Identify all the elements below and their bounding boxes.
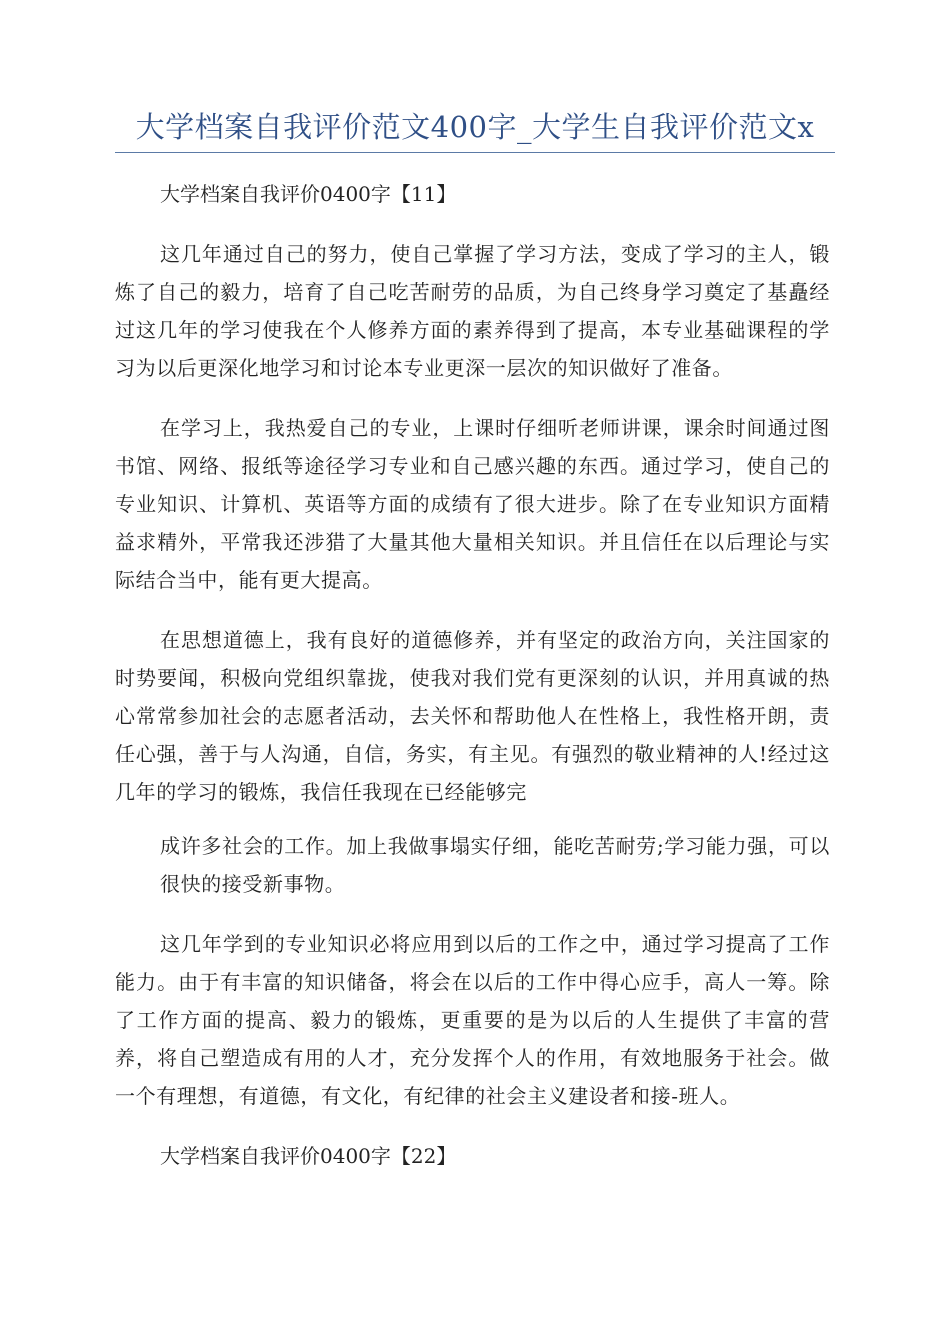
paragraph-1: 这几年通过自己的努力，使自己掌握了学习方法，变成了学习的主人，锻炼了自己的毅力，培育了自己吃苦耐劳的品质，为自己终身学习奠定了基矗经过这几年的学习使我在个人修养方面的素养得到了提高，本专业基础课程的学习为以后更深化地学习和讨论本专业更深一层次的知识做好了准备。 xyxy=(115,242,830,380)
title-block xyxy=(115,108,835,153)
paragraph-3-continued: 成许多社会的工作。加上我做事塌实仔细，能吃苦耐劳;学习能力强，可以很快的接受新事物。 xyxy=(160,834,830,896)
paragraph-3: 在思想道德上，我有良好的道德修养，并有坚定的政治方向，关注国家的时势要闻，积极向党组织靠拢，使我对我们党有更深刻的认识，并用真诚的热心常常参加社会的志愿者活动，去关怀和帮助他人在性格上，我性格开朗，责任心强，善于与人沟通，自信，务实，有主见。有强烈的敬业精神的人!经过这几年的学习的锻炼，我信任我现在已经能够完 xyxy=(115,628,830,804)
section-heading-1: 大学档案自我评价0400字【11】 xyxy=(160,182,457,206)
paragraph-2: 在学习上，我热爱自己的专业，上课时仔细听老师讲课，课余时间通过图书馆、网络、报纸等途径学习专业和自己感兴趣的东西。通过学习，使自己的专业知识、计算机、英语等方面的成绩有了很大进步。除了在专业知识方面精益求精外，平常我还涉猎了大量其他大量相关知识。并且信任在以后理论与实际结合当中，能有更大提高。 xyxy=(115,416,830,592)
document-body xyxy=(115,175,830,1197)
section-heading-2: 大学档案自我评价0400字【22】 xyxy=(160,1144,457,1168)
page-title: 大学档案自我评价范文400字_大学生自我评价范文x xyxy=(135,110,815,144)
paragraph-4: 这几年学到的专业知识必将应用到以后的工作之中，通过学习提高了工作能力。由于有丰富的知识储备，将会在以后的工作中得心应手，高人一筹。除了工作方面的提高、毅力的锻炼，更重要的是为以后的人生提供了丰富的营养，将自己塑造成有用的人才，充分发挥个人的作用，有效地服务于社会。做一个有理想，有道德，有文化，有纪律的社会主义建设者和接-班人。 xyxy=(115,932,830,1108)
